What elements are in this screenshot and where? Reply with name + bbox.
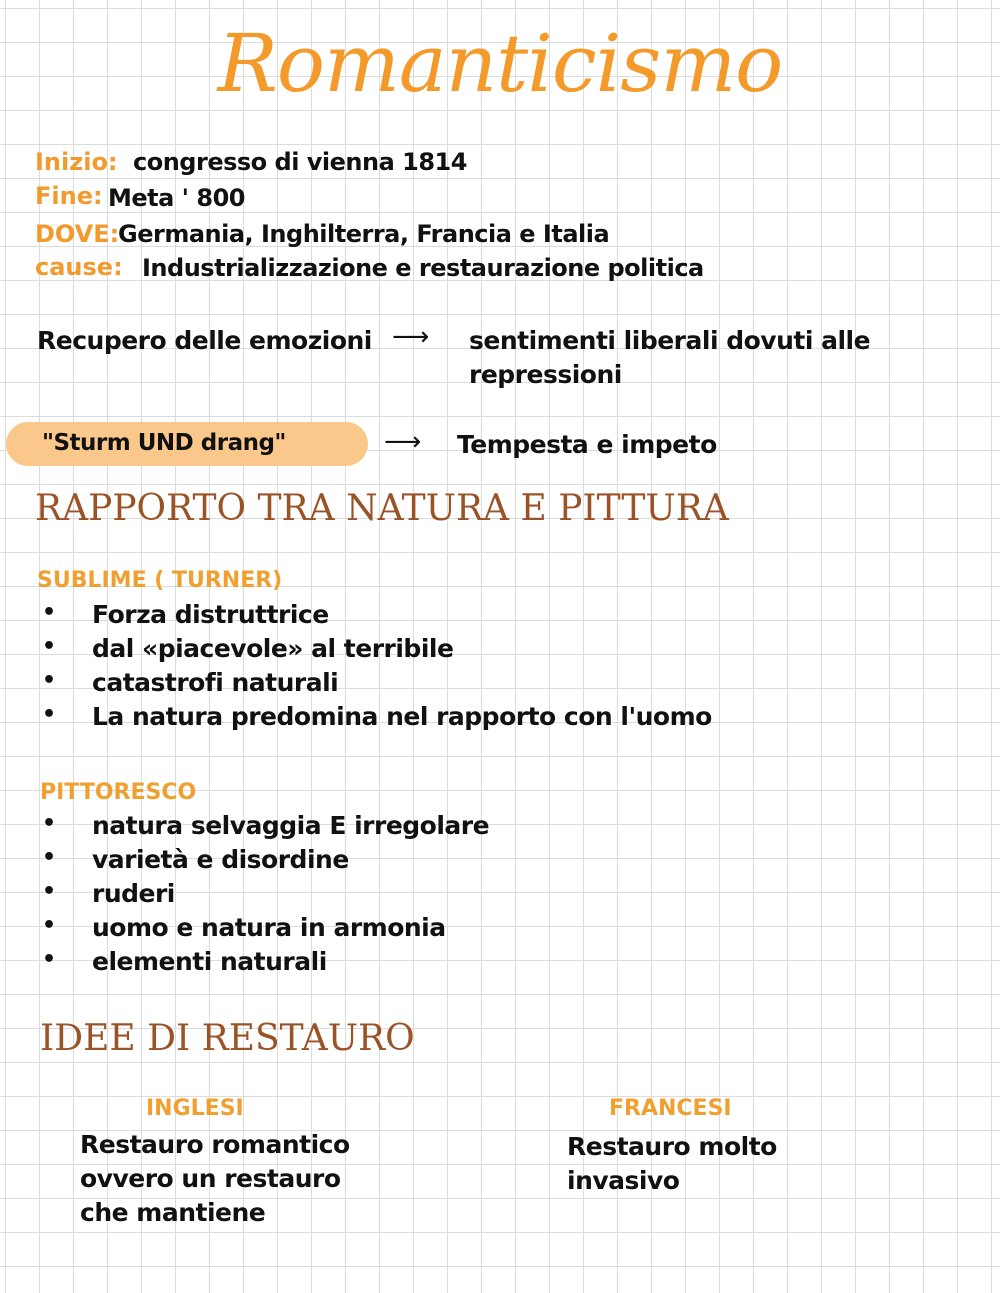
inglesi-line: Restauro romantico [80, 1130, 350, 1159]
inglesi-line: che mantiene [80, 1198, 266, 1227]
emotions-right-line2: repressioni [469, 360, 622, 389]
label-cause: cause: [35, 253, 123, 281]
value-fine: Meta ' 800 [108, 184, 245, 212]
francesi-heading: FRANCESI [609, 1096, 732, 1121]
emotions-right-line1: sentimenti liberali dovuti alle [469, 326, 871, 355]
list-item-text: natura selvaggia E irregolare [92, 811, 490, 840]
bullet-icon: • [42, 668, 57, 693]
francesi-line: Restauro molto [567, 1132, 777, 1161]
bullet-icon: • [42, 600, 57, 625]
section-title-restauro: IDEE DI RESTAURO [40, 1018, 415, 1059]
list-item-text: catastrofi naturali [92, 668, 339, 697]
value-inizio: congresso di vienna 1814 [133, 148, 467, 176]
list-item-text: uomo e natura in armonia [92, 913, 446, 942]
label-dove: DOVE: [35, 220, 120, 248]
page-title: Romanticismo [217, 17, 783, 110]
value-dove: Germania, Inghilterra, Francia e Italia [118, 220, 610, 248]
list-item-text: dal «piacevole» al terribile [92, 634, 454, 663]
arrow-right-icon: ⟶ [384, 427, 422, 457]
sturm-meaning: Tempesta e impeto [457, 430, 717, 459]
emotions-left-text: Recupero delle emozioni [37, 326, 372, 355]
list-item-text: La natura predomina nel rapporto con l'uomo [92, 702, 712, 731]
bullet-icon: • [42, 811, 57, 836]
list-item-text: ruderi [92, 879, 175, 908]
list-item-text: elementi naturali [92, 947, 327, 976]
list-item-text: Forza distruttrice [92, 600, 329, 629]
sturm-label: "Sturm UND drang" [42, 430, 286, 456]
sublime-heading: SUBLIME ( TURNER) [37, 568, 283, 593]
section-title-natura-pittura: RAPPORTO TRA NATURA E PITTURA [35, 488, 729, 529]
arrow-right-icon: ⟶ [392, 322, 430, 352]
label-fine: Fine: [35, 182, 103, 210]
label-inizio: Inizio: [35, 148, 118, 176]
pittoresco-heading: PITTORESCO [40, 780, 197, 805]
bullet-icon: • [42, 913, 57, 938]
bullet-icon: • [42, 947, 57, 972]
bullet-icon: • [42, 634, 57, 659]
bullet-icon: • [42, 702, 57, 727]
inglesi-line: ovvero un restauro [80, 1164, 341, 1193]
bullet-icon: • [42, 845, 57, 870]
bullet-icon: • [42, 879, 57, 904]
value-cause: Industrializzazione e restaurazione politica [142, 254, 704, 282]
francesi-line: invasivo [567, 1166, 680, 1195]
inglesi-heading: INGLESI [146, 1096, 244, 1121]
list-item-text: varietà e disordine [92, 845, 349, 874]
